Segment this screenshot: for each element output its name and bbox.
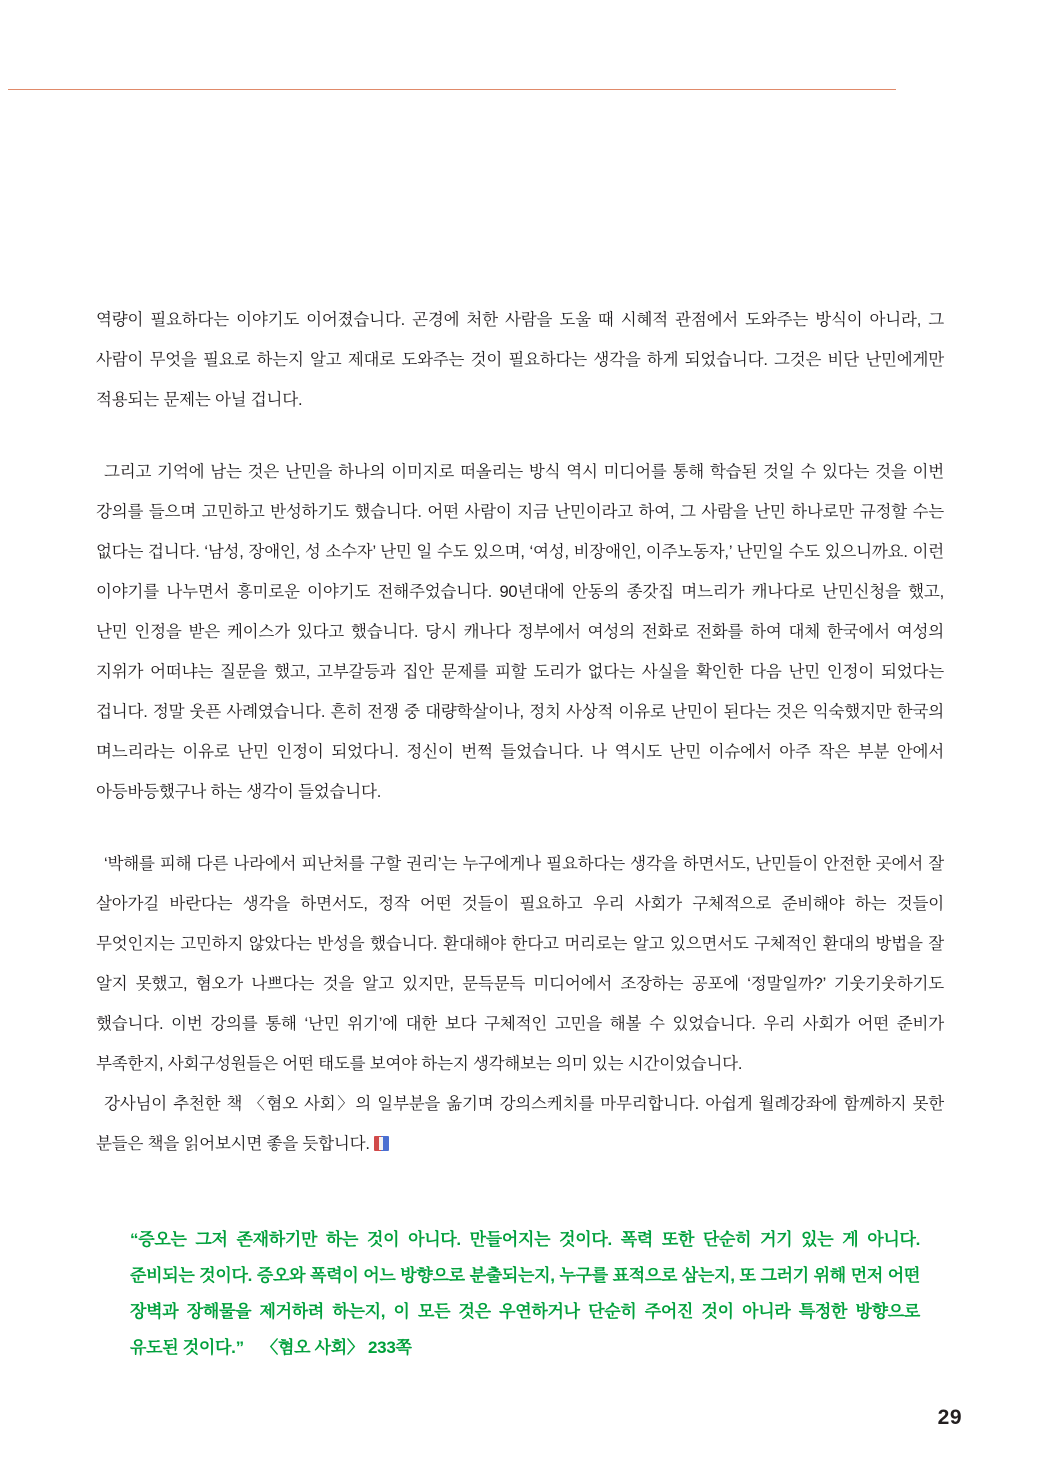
pull-quote: [130, 1222, 920, 1366]
paragraph-2: [96, 452, 944, 812]
header-rule: [8, 89, 896, 90]
body-content: [96, 300, 944, 1164]
paragraph-3: [96, 844, 944, 1084]
paragraph-2-text: 그리고 기억에 남는 것은 난민을 하나의 이미지로 떠올리는 방식 역시 미디어를 통해 학습된 것일 수 있다는 것을 이번 강의를 들으며 고민하고 반성하기도 했습니다. 어떤 사람이 지금 난민이라고 하여, 그 사람을 난민 하나로만 규정할 수는 없다는 겁니다. ‘남성, 장애인, 성 소수자’ 난민 일 수도 있으며, ‘여성, 비장애인, 이주노동자,’ 난민일 수도 있으니까요. 이런 이야기를 나누면서 흥미로운 이야기도 전해주었습니다. 90년대에 안동의 종갓집 며느리가 캐나다로 난민신청을 했고, 난민 인정을 받은 케이스가 있다고 했습니다. 당시 캐나다 정부에서 여성의 전화로 전화를 하여 대체 한국에서 여성의 지위가 어떠냐는 질문을 했고, 고부갈등과 집안 문제를 피할 도리가 없다는 사실을 확인한 다음 난민 인정이 되었다는 겁니다. 정말 웃픈 사례였습니다. 흔히 전쟁 중 대량학살이나, 정치 사상적 이유로 난민이 된다는 것은 익숙했지만 한국의 며느리라는 이유로 난민 인정이 되었다니. 정신이 번쩍 들었습니다. 나 역시도 난민 이슈에서 아주 작은 부분 안에서 아등바등했구나 하는 생각이 들었습니다.: [96, 463, 944, 801]
quote-source: 〈혐오 사회〉 233쪽: [269, 1338, 412, 1357]
page-number: 29: [937, 1406, 962, 1429]
paragraph-3-text: ‘박해를 피해 다른 나라에서 피난처를 구할 권리’는 누구에게나 필요하다는 생각을 하면서도, 난민들이 안전한 곳에서 잘 살아가길 바란다는 생각을 하면서도, 정작 어떤 것들이 필요하고 우리 사회가 구체적으로 준비해야 하는 것들이 무엇인지는 고민하지 않았다는 반성을 했습니다. 환대해야 한다고 머리로는 알고 있으면서도 구체적인 환대의 방법을 잘 알지 못했고, 혐오가 나쁘다는 것을 알고 있지만, 문득문득 미디어에서 조장하는 공포에 ‘정말일까?’ 기웃기웃하기도 했습니다. 이번 강의를 통해 ‘난민 위기’에 대한 보다 구체적인 고민을 해볼 수 있었습니다. 우리 사회가 어떤 준비가 부족한지, 사회구성원들은 어떤 태도를 보여야 하는지 생각해보는 의미 있는 시간이었습니다.: [96, 855, 944, 1073]
quote-paragraph: [130, 1222, 920, 1366]
paragraph-1: 역량이 필요하다는 이야기도 이어졌습니다. 곤경에 처한 사람을 도울 때 시혜적 관점에서 도와주는 방식이 아니라, 그 사람이 무엇을 필요로 하는지 알고 제대로 도와주는 것이 필요하다는 생각을 하게 되었습니다. 그것은 비단 난민에게만 적용되는 문제는 아닐 겁니다.: [96, 311, 944, 409]
quote-text: “증오는 그저 존재하기만 하는 것이 아니다. 만들어지는 것이다. 폭력 또한 단순히 거기 있는 게 아니다. 준비되는 것이다. 증오와 폭력이 어느 방향으로 분출되는지, 누구를 표적으로 삼는지, 또 그러기 위해 먼저 어떤 장벽과 장해물을 제거하려 하는지, 이 모든 것은 우연하거나 단순히 주어진 것이 아니라 특정한 방향으로 유도된 것이다.”: [130, 1230, 920, 1357]
paragraph-4: [96, 1084, 944, 1164]
paragraph-4-text: 강사님이 추천한 책 〈혐오 사회〉의 일부분을 옮기며 강의스케치를 마무리합니다. 아쉽게 월례강좌에 함께하지 못한 분들은 책을 읽어보시면 좋을 듯합니다.: [96, 1095, 944, 1153]
book-emoji-icon: [374, 1136, 389, 1151]
